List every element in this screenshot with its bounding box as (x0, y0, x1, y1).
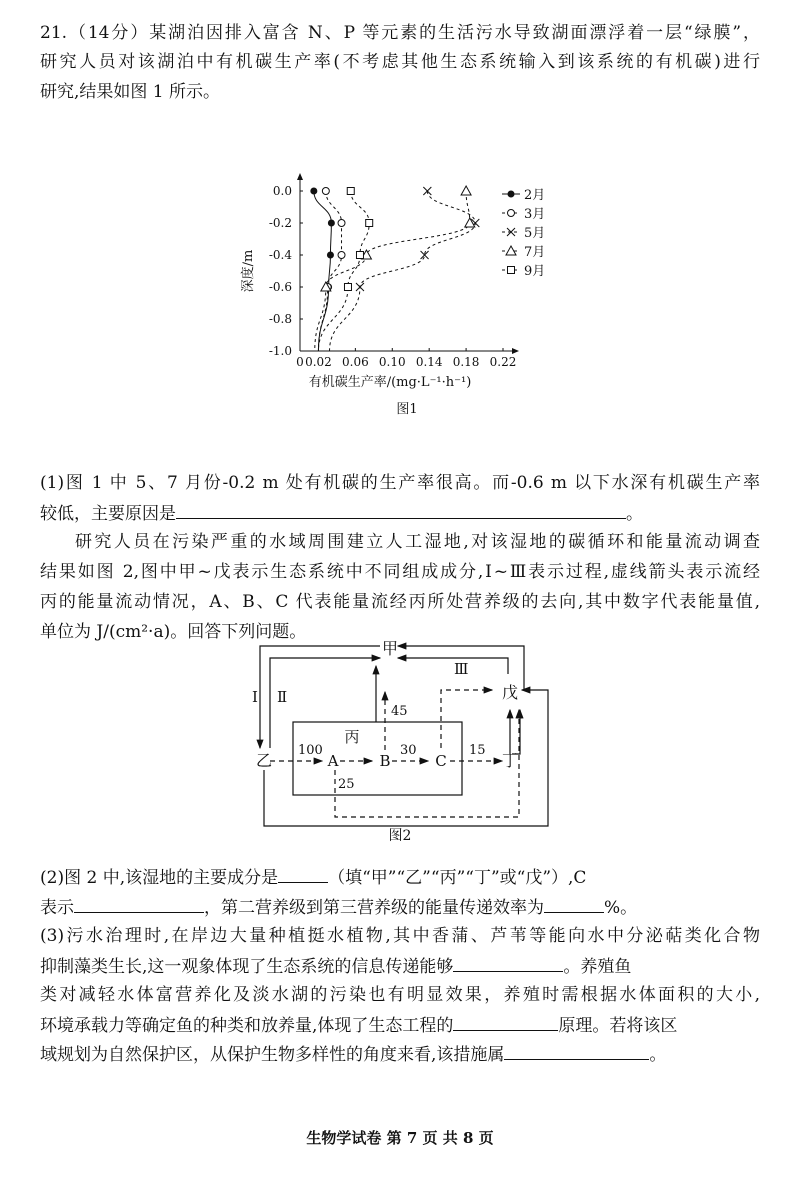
legend-label: 9月 (524, 264, 546, 279)
node-b: B (379, 752, 391, 770)
question-1-line: (1)图 1 中 5、7 月份-0.2 m 处有机碳的生产率很高。而-0.6 m 以下水深有机碳生产率 (40, 473, 760, 493)
series-line-2 (330, 191, 476, 351)
node-jia: 甲 (381, 639, 399, 658)
data-point (421, 251, 429, 259)
value-label: 100 (298, 743, 323, 758)
x-tick-label: 0.18 (452, 355, 480, 369)
answer-blank (278, 866, 328, 883)
value-label: 15 (469, 743, 486, 758)
value-label: 45 (391, 704, 408, 719)
paragraph-line: 丙的能量流动情况，A、B、C 代表能量流经丙所处营养级的去向,其中数字代表能量值, (40, 592, 760, 612)
data-point (338, 220, 345, 227)
answer-blank (544, 896, 604, 913)
series-line-0 (314, 191, 332, 351)
text: 较低，主要原因是 (40, 504, 176, 524)
paragraph-line: 单位为 J/(cm²·a)。回答下列问题。 (40, 622, 307, 642)
answer-blank (504, 1043, 649, 1060)
y-tick-label: -0.2 (268, 216, 292, 230)
value-label: 30 (400, 743, 417, 758)
question-2-line (40, 866, 760, 889)
text: 原理。若将该区 (558, 1016, 678, 1036)
text: 环境承载力等确定鱼的种类和放养量,体现了生态工程的 (40, 1016, 454, 1036)
y-tick-label: -0.6 (268, 280, 292, 294)
legend-marker (508, 210, 515, 217)
figure-caption: 图2 (388, 828, 412, 844)
x-tick-label: 0.22 (489, 355, 517, 369)
answer-blank (74, 896, 204, 913)
legend-marker (508, 191, 515, 198)
text: 表示 (40, 898, 74, 918)
legend-label: 5月 (524, 226, 546, 241)
question-3-line: 类对减轻水体富营养化及淡水湖的污染也有明显效果，养殖时需根据水体面积的大小, (40, 985, 760, 1005)
node-yi: 乙 (255, 751, 273, 770)
y-axis-label: 深度/m (241, 249, 256, 293)
data-point (356, 252, 363, 259)
process-label: Ⅲ (454, 660, 469, 678)
question-21-stem-line: 研究,结果如图 1 所示。 (40, 82, 221, 102)
data-point (356, 283, 364, 291)
x-tick-label: 0.06 (342, 355, 369, 369)
legend-marker (508, 267, 515, 274)
process-label: Ⅱ (277, 688, 288, 706)
x-axis-label: 有机碳生产率/(mg·L⁻¹·h⁻¹) (308, 375, 472, 390)
node-wu: 戊 (501, 683, 519, 702)
y-axis-arrow (297, 173, 303, 180)
figure-1-chart (230, 170, 570, 430)
question-3-line (40, 1014, 760, 1037)
question-3-line: (3)污水治理时,在岸边大量种植挺水植物,其中香蒲、芦苇等能向水中分泌萜类化合物 (40, 926, 760, 946)
text: 域规划为自然保护区，从保护生物多样性的角度来看,该措施属 (40, 1045, 505, 1065)
data-point (338, 252, 345, 259)
text: %。 (604, 898, 638, 918)
process-label: Ⅰ (252, 688, 258, 706)
y-tick-label: -0.4 (268, 248, 292, 262)
legend-label: 3月 (524, 207, 546, 222)
data-point (347, 188, 354, 195)
node-c: C (435, 752, 447, 770)
node-a: A (327, 752, 339, 770)
data-point (465, 218, 475, 227)
x-tick-label: 0.14 (415, 355, 443, 369)
page-footer: 生物学试卷 第 7 页 共 8 页 (306, 1129, 494, 1147)
answer-blank (453, 1014, 558, 1031)
x-tick-label: 0 (296, 355, 304, 369)
node-ding: 丁 (501, 751, 519, 770)
answer-blank (453, 955, 563, 972)
x-tick-label: 0.02 (305, 355, 332, 369)
data-point (327, 252, 334, 259)
data-point (461, 186, 471, 195)
question-2-line (40, 896, 760, 919)
legend-label: 2月 (524, 188, 546, 203)
text: (2)图 2 中,该湿地的主要成分是 (40, 868, 279, 888)
paragraph-line: 研究人员在污染严重的水域周围建立人工湿地,对该湿地的碳循环和能量流动调查 (75, 532, 760, 552)
data-point (366, 220, 373, 227)
chart-title: 图1 (396, 402, 418, 417)
text: 。 (626, 504, 643, 524)
text: 抑制藻类生长,这一观象体现了生态系统的信息传递能够 (40, 957, 454, 977)
value-label: 25 (338, 777, 355, 792)
text: 。 (649, 1045, 667, 1065)
question-21-stem-line: 21.（14分）某湖泊因排入富含 N、P 等元素的生活污水导致湖面漂浮着一层“绿膜”， (40, 23, 760, 43)
question-1-line (40, 502, 760, 525)
x-tick-label: 0.10 (378, 355, 406, 369)
question-21-stem-line: 研究人员对该湖泊中有机碳生产率(不考虑其他生态系统输入到该系统的有机碳)进行 (40, 52, 760, 72)
y-tick-label: -1.0 (268, 344, 292, 358)
node-bing: 丙 (344, 728, 360, 746)
x-axis-arrow (512, 348, 519, 354)
text: 。养殖鱼 (563, 957, 632, 977)
data-point (322, 188, 329, 195)
data-point (310, 188, 317, 195)
text: （填“甲”“乙”“丙”“丁”或“戊”）,C (328, 868, 587, 888)
y-tick-label: -0.8 (268, 312, 292, 326)
answer-blank (176, 502, 626, 519)
y-tick-label: 0.0 (272, 184, 292, 198)
data-point (344, 284, 351, 291)
series-line-4 (318, 191, 369, 351)
question-3-line (40, 955, 760, 978)
paragraph-line: 结果如图 2,图中甲~戊表示生态系统中不同组成成分,Ⅰ~Ⅲ表示过程,虚线箭头表示流经 (40, 562, 760, 582)
data-point (328, 220, 335, 227)
question-3-line (40, 1043, 760, 1066)
legend-label: 7月 (524, 245, 546, 260)
text: ，第二营养级到第三营养级的能量传递效率为 (204, 898, 544, 918)
figure-2-diagram (240, 630, 560, 850)
